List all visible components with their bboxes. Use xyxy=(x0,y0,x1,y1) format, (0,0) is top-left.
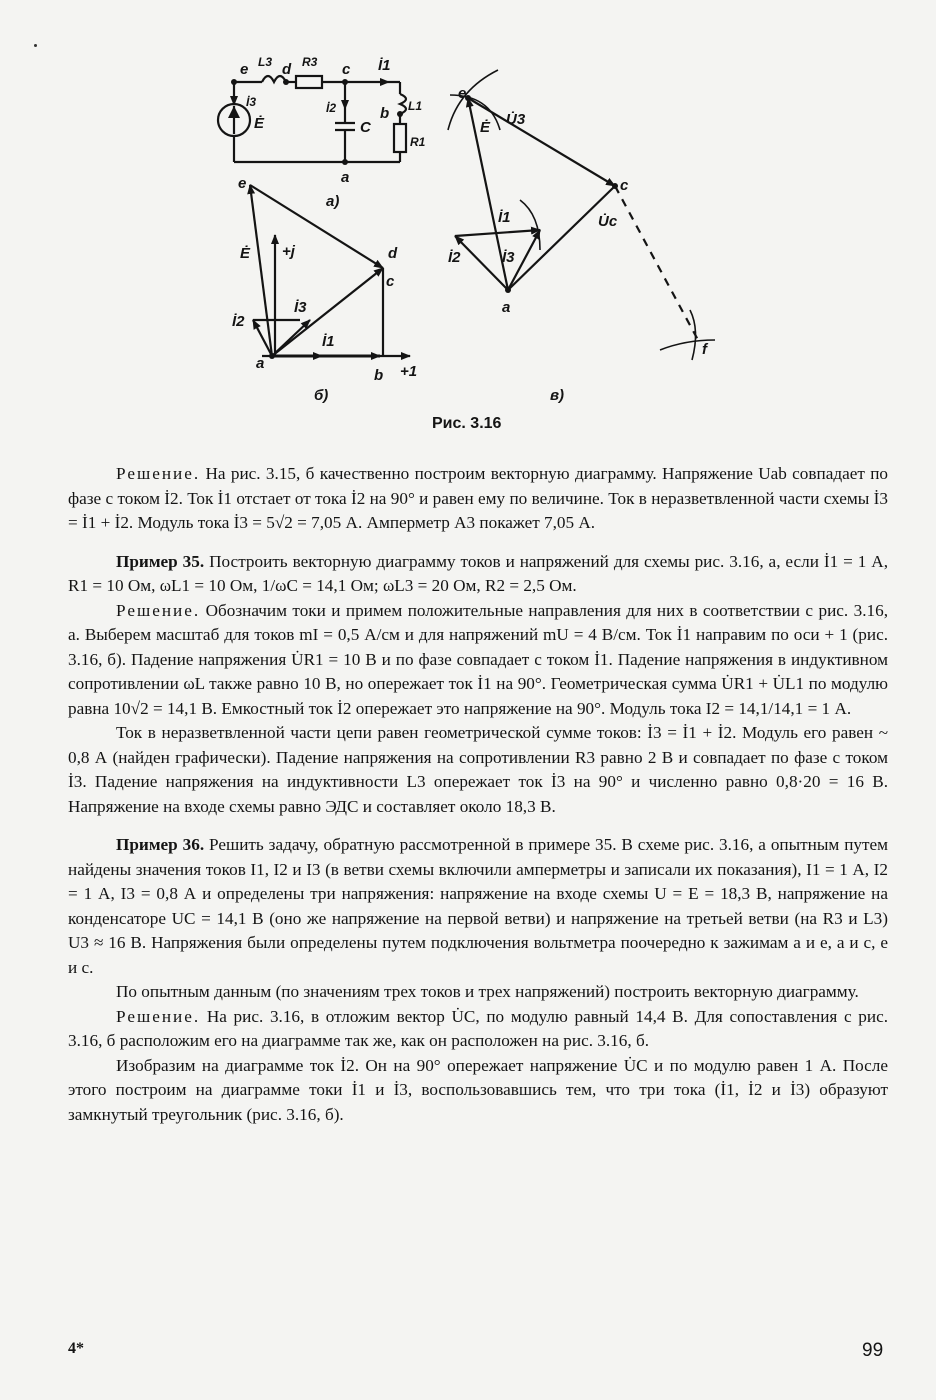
label-C: C xyxy=(360,119,371,136)
b-label-I2: İ2 xyxy=(232,313,245,330)
label-I1: İ1 xyxy=(378,57,391,74)
b-label-a: a xyxy=(256,355,265,372)
label-R3: R3 xyxy=(302,55,318,69)
c-label-I1: İ1 xyxy=(498,209,511,226)
label-a: a xyxy=(341,169,350,186)
paragraph-lead: Решение. xyxy=(116,464,201,483)
c-label-c: c xyxy=(620,177,629,194)
label-b: b xyxy=(380,105,390,122)
paragraph-lead: Пример 36. xyxy=(116,835,205,854)
label-R1: R1 xyxy=(410,135,426,149)
b-label-E: Ė xyxy=(240,245,251,262)
c-label-U3: U̇3 xyxy=(506,111,526,128)
paragraph xyxy=(68,833,888,980)
c-label-E: Ė xyxy=(480,119,491,136)
figure-svg xyxy=(0,0,936,440)
paragraph-text: Решить задачу, обратную рассмотренной в примере 35. В схеме рис. 3.16, а опытным путем найдены значения токов I1, I2 и I3 (в ветви схемы включили амперметры и записали их показания), I1 = 1 А, I2 = 1 А, I3 = 0,8 А и определены три напряжения: напряжение на входе схемы U = E = 18,3 В, напряжение на конденсаторе UC = 14,1 В (оно же напряжение на первой ветви) и напряжение на третьей ветви (на R3 и L3) U3 ≈ 16 В. Напряжения были определены путем подключения вольтметра поочередно к зажимам а и е, а и с, е и с. xyxy=(68,835,889,977)
paragraph-lead: Решение. xyxy=(116,1006,201,1026)
paragraph-text: Построить векторную диаграмму токов и напряжений для схемы рис. 3.16, а, если İ1 = 1 А, R1 = 10 Ом, ωL1 = 10 Ом, 1/ωC = 14,1 Ом; ωL3 = 20 Ом, R2 = 2,5 Ом. xyxy=(68,551,889,595)
sub-c: в) xyxy=(550,387,565,404)
b-label-j: +j xyxy=(282,243,295,260)
signature-mark: 4* xyxy=(68,1340,84,1357)
paragraph xyxy=(68,1005,888,1054)
label-e: e xyxy=(240,61,249,78)
b-label-plus1: +1 xyxy=(400,363,418,380)
label-I3: İ3 xyxy=(246,95,257,109)
c-label-I2: İ2 xyxy=(448,249,461,266)
paragraph xyxy=(68,550,888,599)
paragraph-lead: Пример 35. xyxy=(116,551,205,571)
paragraph-text: На рис. 3.16, в отложим вектор U̇C, по модулю равный 14,4 В. Для сопоставления с рис. 3.16, б расположим его на диаграмме так же, как он расположен на рис. 3.16, б. xyxy=(68,1006,889,1050)
c-label-a: a xyxy=(502,299,511,316)
c-label-e: e xyxy=(458,85,467,102)
paragraph-text: На рис. 3.15, б качественно построим векторную диаграмму. Напряжение Uab совпадает по фазе с током İ2. Ток İ1 отстает от тока İ2 на 90° и равен ему по величине. Ток в неразветвленной части схемы İ3 = İ1 + İ2. Модуль тока İ3 = 5√2 = 7,05 А. Амперметр A3 покажет 7,05 А. xyxy=(68,464,888,532)
label-L3: L3 xyxy=(258,55,273,69)
paragraph xyxy=(68,980,888,1005)
paragraph-text: Ток в неразветвленной части цепи равен геометрической сумме токов: İ3 = İ1 + İ2. Модуль его равен ~ 0,8 А (найден графически). Падение напряжения на сопротивлении R3 равно 2 В и совпадает по фазе с током İ3. Падение напряжения на индуктивности L3 опережает ток İ3 на 90° и численно равно 0,8·20 = 16 В. Напряжение на входе схемы равно ЭДС и составляет около 18,3 В. xyxy=(68,723,888,816)
circuit-schematic xyxy=(218,76,406,162)
b-label-d: d xyxy=(388,245,398,262)
label-I2: İ2 xyxy=(326,101,337,115)
b-label-b: b xyxy=(374,367,384,384)
label-E: Ė xyxy=(254,115,265,132)
sub-b: б) xyxy=(314,387,329,404)
page-number: 99 xyxy=(862,1340,884,1361)
c-label-I3: İ3 xyxy=(502,249,515,266)
body-text xyxy=(68,462,888,1127)
paragraph xyxy=(68,462,888,536)
paragraph-text: Обозначим токи и примем положительные направления для них в соответствии с рис. 3.16, а. Выберем масштаб для токов mI = 0,5 А/см и для напряжений mU = 4 В/см. Ток İ1 направим по оси + 1 (рис. 3.16, б). Падение напряжения U̇R1 = 10 В и по фазе совпадает с током İ1. Падение напряжения в индуктивном сопротивлении ωL также равно 10 В, но опережает ток İ1 на 90°. Геометрическая сумма U̇R1 + U̇L1 по модулю равна 10√2 = 14,1 В. Емкостный ток İ2 опережает это напряжение на 90°. Модуль тока I2 = 14,1/14,1 = 1 А. xyxy=(68,600,889,718)
paragraph xyxy=(68,721,888,819)
label-d: d xyxy=(282,61,292,78)
label-c: c xyxy=(342,61,351,78)
figure-caption: Рис. 3.16 xyxy=(432,415,502,432)
b-label-I1: İ1 xyxy=(322,333,335,350)
vector-diagram-b xyxy=(250,185,410,356)
b-label-c: c xyxy=(386,273,395,290)
paragraph xyxy=(68,1054,888,1128)
b-label-e: e xyxy=(238,175,247,192)
label-L1: L1 xyxy=(408,99,423,113)
paragraph-lead: Решение. xyxy=(116,600,201,620)
sub-a: а) xyxy=(326,193,340,210)
paragraph xyxy=(68,599,888,722)
paragraph-text: Изобразим на диаграмме ток İ2. Он на 90° опережает напряжение U̇C и по модулю равен 1 А. После этого построим на диаграмме токи İ1 и İ3, воспользовавшись тем, что три тока (İ1, İ2 и İ3) образуют замкнутый треугольник (рис. 3.16, б). xyxy=(68,1055,888,1124)
c-label-Uc: U̇c xyxy=(598,213,618,230)
vector-diagram-c xyxy=(448,70,715,360)
figure-3-16 xyxy=(0,0,936,440)
c-label-f: f xyxy=(702,341,707,358)
b-label-I3: İ3 xyxy=(294,299,307,316)
paragraph-text: По опытным данным (по значениям трех токов и трех напряжений) построить векторную диаграмму. xyxy=(116,982,859,1001)
